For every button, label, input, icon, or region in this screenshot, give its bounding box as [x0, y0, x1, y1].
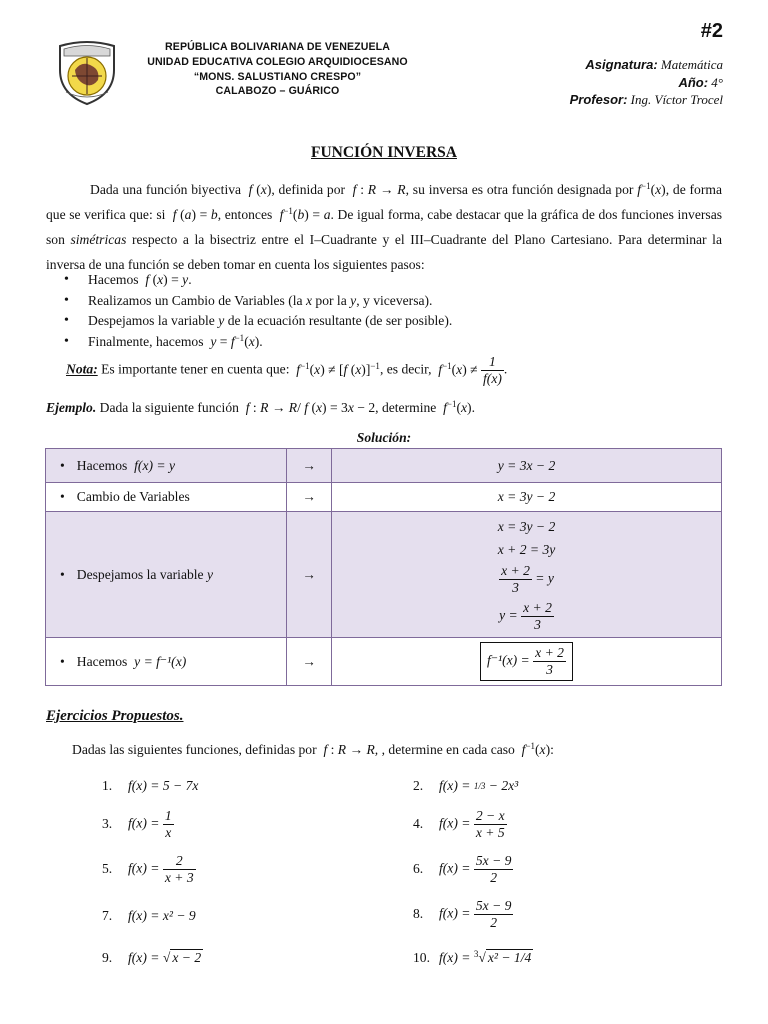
list-item: • Despejamos la variable y de la ecuación resultante (de ser posible).: [62, 311, 452, 332]
exercise-item: 9. f(x) = √ x − 2: [102, 950, 202, 965]
subject-label: Asignatura:: [585, 57, 658, 72]
exercise-item: 7. f(x) = x² − 9: [102, 908, 196, 923]
exercise-item: 5. f(x) = $\frac{2}{x + 3}$: [102, 853, 194, 885]
institution-line: UNIDAD EDUCATIVA COLEGIO ARQUIDIOCESANO: [147, 55, 408, 68]
institution-line: REPÚBLICA BOLIVARIANA DE VENEZUELA: [165, 41, 390, 53]
arrow-cell: →: [287, 483, 332, 512]
teacher-value: Ing. Víctor Trocel: [630, 92, 723, 107]
intro-paragraph: Dada una función biyectiva f (x), definida por f : R → R, su inversa es otra función designada por $f^{-1}(x)$, de forma que se verifica que: si f (a) = b, entonces $f^{-1}(b) = a$. De igual forma, cabe destacar que la gráfica de dos funciones inversas son simétricas respecto a la bisectriz entre el I–Cuadrante y el III–Cuadrante del Plano Cartesiano. Para determinar la inversa de una función se deben tomar en cuenta los siguientes pasos:: [46, 181, 723, 272]
institution-line: “MONS. SALUSTIANO CRESPO”: [193, 70, 362, 83]
list-item: • Realizamos un Cambio de Variables (la x por la y, y viceversa).: [62, 291, 452, 312]
final-answer-box: f⁻¹(x) = $\frac{x + 2}{3}$: [480, 642, 573, 681]
note-fraction: $\frac{1}{f(x)}$: [483, 354, 502, 386]
document-number: #2: [700, 20, 723, 42]
exercise-item: 1. f(x) = 5 − 7x: [102, 778, 199, 793]
steps-list: [62, 270, 452, 352]
example-label: Ejemplo.: [46, 400, 97, 415]
exercise-item: 10. f(x) = $^3$√ x² − 1/4: [413, 949, 532, 965]
exercise-item: 2. f(x) = 1/3 − 2x³: [413, 778, 519, 793]
teacher-label: Profesor:: [569, 92, 628, 107]
table-row: • Hacemos y = f⁻¹(x) → f⁻¹(x) = $\frac{x + 2}{3}$: [46, 638, 722, 686]
page-title: FUNCIÓN INVERSA: [311, 144, 457, 161]
arrow-cell: →: [287, 638, 332, 686]
exercises-intro: Dadas las siguientes funciones, definidas por f : R → R, , determine en cada caso $f^{-1}(x)$:: [72, 741, 554, 757]
arrow-cell: →: [287, 449, 332, 483]
list-item: • Finalmente, hacemos $y = f^{-1}(x)$.: [62, 332, 452, 353]
exercise-item: 3. f(x) = $\frac{1}{x}$: [102, 808, 172, 840]
year-label: Año:: [678, 74, 709, 90]
exercise-item: 8. f(x) = $\frac{5x - 9}{2}$: [413, 898, 512, 930]
course-meta: [570, 56, 723, 109]
exercise-item: 6. f(x) = $\frac{5x - 9}{2}$: [413, 853, 512, 885]
subject-value: Matemática: [660, 57, 723, 72]
table-row: • Cambio de Variables → x = 3y − 2: [46, 483, 722, 512]
example-line: Ejemplo. Dada la siguiente función f : R → R/ f (x) = 3x − 2, determine $f^{-1}(x)$.: [46, 399, 475, 415]
exercises-title: Ejercicios Propuestos.: [46, 708, 184, 724]
institution-header: [130, 40, 425, 99]
table-row: • Despejamos la variable y → x = 3y − 2 x + 2 = 3y $\frac{x + 2}{3}$ = y y = $\frac{x + 2}{3}$: [46, 512, 722, 638]
list-item: • Hacemos f (x) = y.: [62, 270, 452, 291]
year-value: 4°: [711, 74, 723, 90]
arrow-cell: →: [287, 512, 332, 638]
school-crest-logo: [52, 36, 122, 106]
solution-table: [45, 448, 722, 686]
note-label: Nota:: [66, 361, 98, 377]
institution-line: CALABOZO – GUÁRICO: [215, 85, 340, 98]
exercise-item: 4. f(x) = $\frac{2 - x}{x + 5}$: [413, 808, 505, 840]
table-row: • Hacemos f(x) = y → y = 3x − 2: [46, 449, 722, 483]
solution-label: Solución:: [356, 430, 412, 445]
note-line: Nota: Es importante tener en cuenta que: $f^{-1}(x) \ne [f$ (x)]$^{-1}$, es decir, $f^{-1}(x)$ ≠ $\frac{1}{f(x)}$ .: [66, 354, 508, 386]
